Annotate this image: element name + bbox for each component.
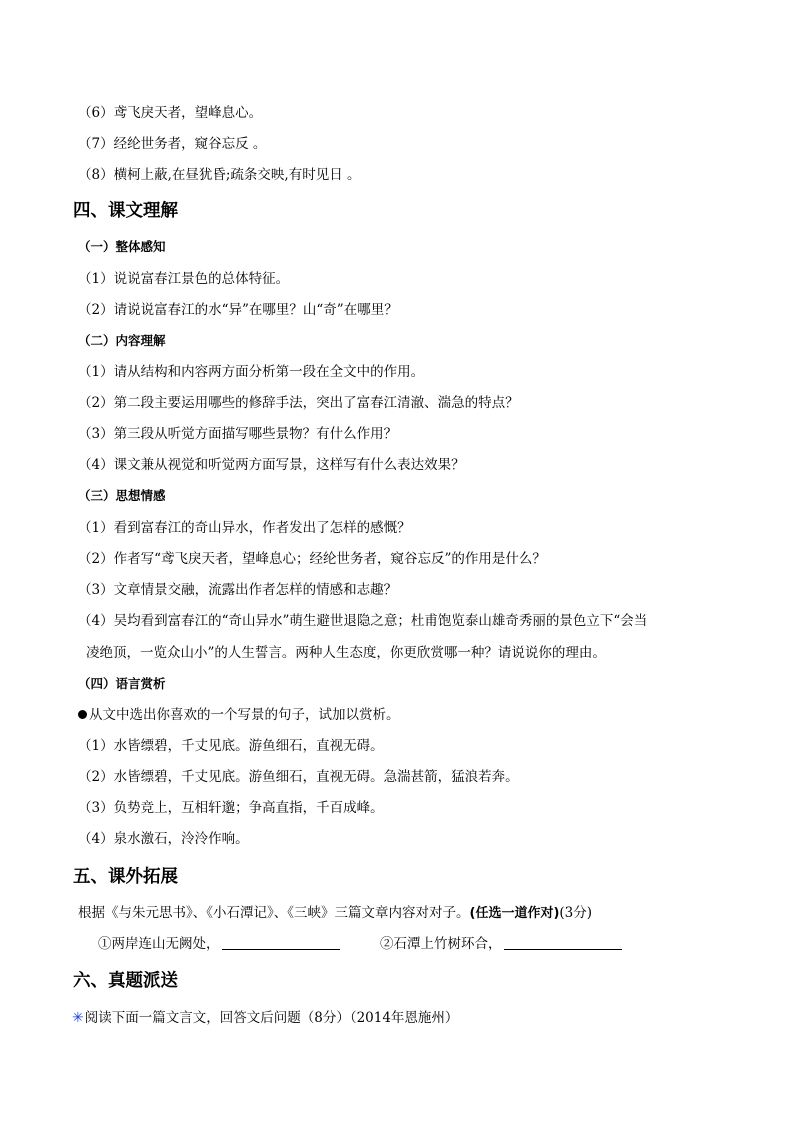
translation-item-7: （7）经纶世务者，窥谷忘反 。 <box>78 136 267 152</box>
subheading-content: （二）内容理解 <box>78 333 166 348</box>
question-item: （2）请说说富春江的水“异”在哪里？山“奇”在哪里？ <box>78 302 398 318</box>
section-heading-extension: 五、课外拓展 <box>73 867 178 887</box>
section-heading-exam: 六、真题派送 <box>73 971 178 991</box>
sentence-item: （4）泉水激石，泠泠作响。 <box>78 831 249 847</box>
extension-intro-score: (3分) <box>559 905 593 921</box>
question-item-continued: 凌绝顶，一览众山小”的人生誓言。两种人生态度，你更欣赏哪一种？请说说你的理由。 <box>86 645 606 661</box>
language-prompt <box>78 705 400 725</box>
couplet-2-label: ②石潭上竹树环合， <box>380 936 502 952</box>
question-item: （2）第二段主要运用哪些的修辞手法，突出了富春江清澈、湍急的特点？ <box>78 395 519 411</box>
sentence-item: （2）水皆缥碧，千丈见底。游鱼细石，直视无碍。急湍甚箭，猛浪若奔。 <box>78 769 519 785</box>
translation-item-8: （8）横柯上蔽,在昼犹昏;疏条交映,有时见日 。 <box>78 167 361 183</box>
question-item: （1）看到富春江的奇山异水，作者发出了怎样的感慨？ <box>78 520 411 536</box>
question-item: （1）说说富春江景色的总体特征。 <box>78 271 290 287</box>
extension-intro <box>78 903 592 924</box>
question-item: （1）请从结构和内容两方面分析第一段在全文中的作用。 <box>78 364 425 380</box>
couplet-row-2 <box>380 934 622 954</box>
language-prompt-text: 从文中选出你喜欢的一个写景的句子，试加以赏析。 <box>89 707 400 723</box>
subheading-overall: （一）整体感知 <box>78 239 166 254</box>
sentence-item: （1）水皆缥碧，千丈见底。游鱼细石，直视无碍。 <box>78 738 384 754</box>
subheading-language: （四）语言赏析 <box>78 676 166 691</box>
question-item: （3）第三段从听觉方面描写哪些景物？有什么作用？ <box>78 426 398 442</box>
question-item: （4）课文兼从视觉和听觉两方面写景，这样写有什么表达效果？ <box>78 457 465 473</box>
sentence-item: （3）负势竞上，互相轩邈；争高直指，千百成峰。 <box>78 800 384 816</box>
extension-intro-text: 根据《与朱元思书》、《小石潭记》、《三峡》三篇文章内容对对子。 <box>78 905 470 921</box>
couplet-1-label: ①两岸连山无阙处， <box>98 936 220 952</box>
question-item: （4）吴均看到富春江的“奇山异水”萌生避世退隐之意；杜甫饱览泰山雄奇秀丽的景色立下“会当 <box>78 613 648 629</box>
extension-intro-choice: (任选一道作对) <box>469 906 560 921</box>
translation-item-6: （6）鸢飞戾天者，望峰息心。 <box>78 105 263 121</box>
asterisk-star-icon: ✳ <box>72 1010 84 1026</box>
couplet-row-1 <box>98 934 340 954</box>
section-heading-understanding: 四、课文理解 <box>73 201 178 221</box>
question-item: （2）作者写“鸢飞戾天者，望峰息心；经纶世务者，窥谷忘反”的作用是什么？ <box>78 551 546 567</box>
exam-prompt-text: 阅读下面一篇文言文，回答文后问题（8分）（2014年恩施州） <box>84 1010 459 1026</box>
couplet-2-answer-blank[interactable] <box>504 936 622 950</box>
couplet-1-answer-blank[interactable] <box>222 936 340 950</box>
exam-prompt <box>72 1008 458 1028</box>
subheading-emotion: （三）思想情感 <box>78 488 166 503</box>
bullet-icon <box>78 710 87 719</box>
question-item: （3）文章情景交融，流露出作者怎样的情感和志趣？ <box>78 582 398 598</box>
